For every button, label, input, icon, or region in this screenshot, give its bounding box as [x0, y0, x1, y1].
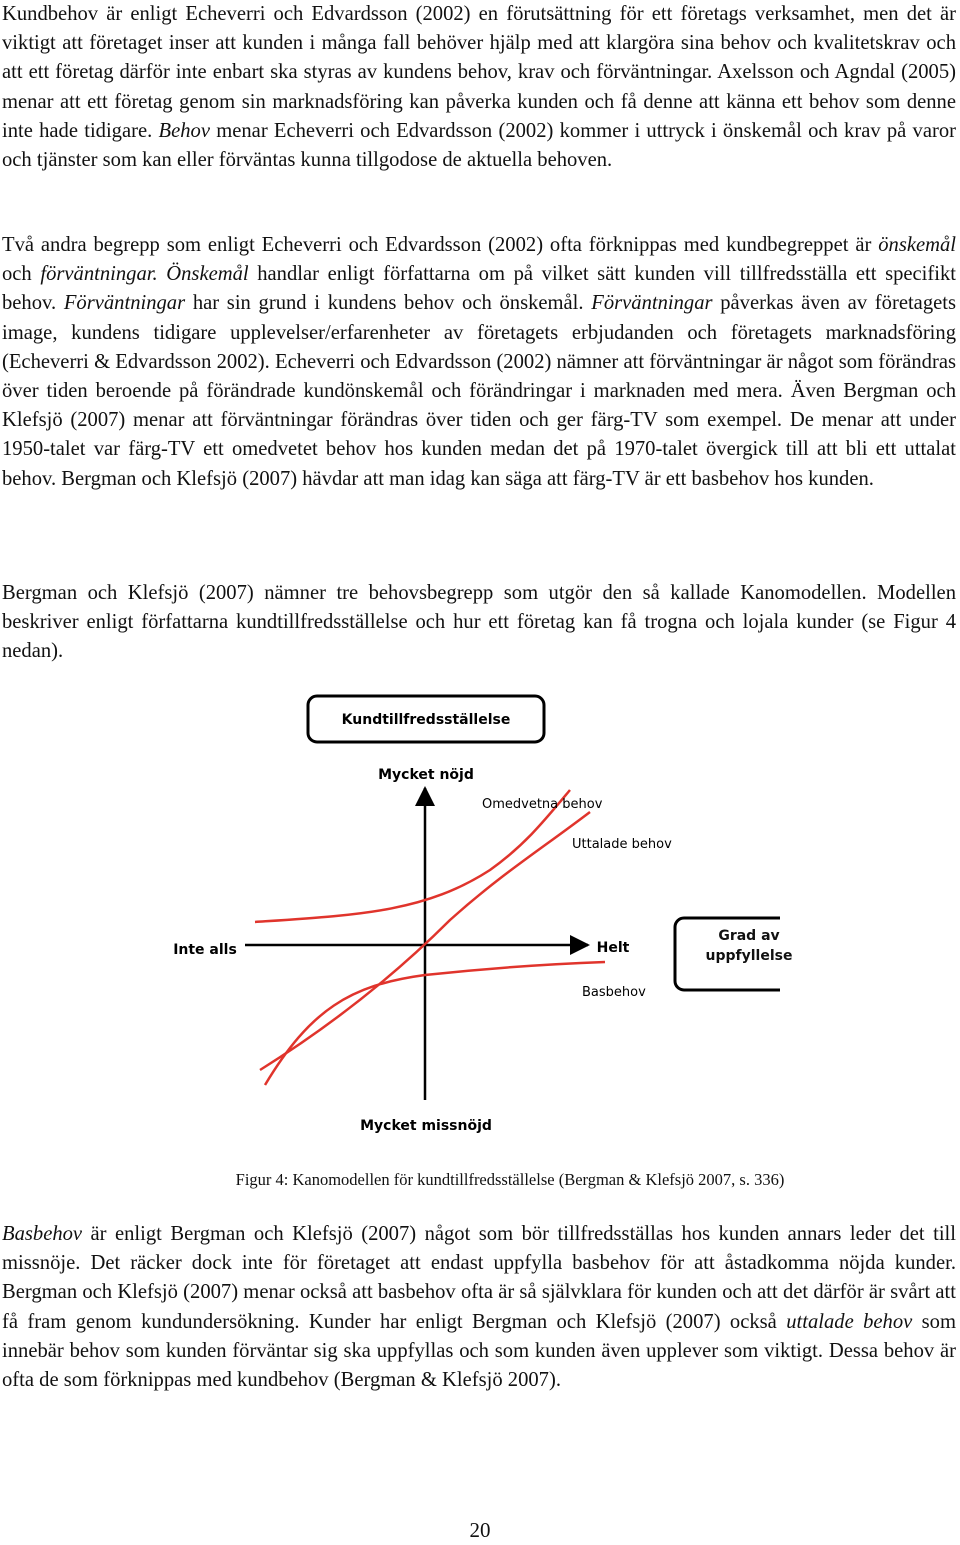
y-axis-bottom-label: Mycket missnöjd	[360, 1118, 492, 1134]
paragraph-2	[2, 231, 956, 494]
paragraph-1	[2, 0, 956, 175]
text-run: som innebär behov som kunden förväntar sig ska uppfyllas och som kunden även upplever som viktigt. Dessa behov är ofta de som förknippas med kundbehov (Bergman & Klefsjö 2007).	[2, 1310, 956, 1392]
degree-box-line-1: Grad av	[718, 928, 780, 944]
italic-term: Behov	[158, 119, 210, 142]
italic-term: önskemål	[878, 234, 956, 256]
text-run: Bergman och Klefsjö (2007) nämner tre behovsbegrepp som utgör den så kallade Kanomodellen. Modellen beskriver enligt författarna kundtillfredsställelse och hur ett företag kan få trogna och lojala kunder (se Figur 4 nedan).	[2, 582, 956, 663]
kano-model-figure	[160, 690, 780, 1140]
italic-term: förväntningar.	[40, 263, 158, 286]
curve-top-label: Omedvetna behov	[482, 797, 603, 812]
curve-mid-label: Uttalade behov	[572, 837, 672, 852]
text-run: är enligt Bergman och Klefsjö (2007) något som bör tillfredsställas hos kunden annars leder det till missnöje. Det räcker dock inte för företaget att endast uppfylla basbehov för att åstadkomma nöjda kunder. Bergman och Klefsjö (2007) menar också att basbehov ofta är så självklara för kunden och att det därför är svårt att få fram genom kundundersökning. Kunder har enligt Bergman och Klefsjö (2007) också	[2, 1223, 956, 1333]
text-run: och	[2, 263, 41, 286]
text-run: handlar enligt författarna om på vilket sätt kunden vill tillfredsställa ett specifikt behov.	[2, 263, 956, 315]
text-run: påverkas även av företagets image, kundens tidigare upplevelser/erfarenheter av företagets erbjudanden och företagets marknadsföring (Echeverri & Edvardsson 2002). Echeverri och Edvardsson (2002) nämner att förväntningar är något som förändras över tiden beroende på förändrade kundönskemål och förändringar i marknaden med mera. Även Bergman och Klefsjö (2007) menar att förväntningar förändras över tiden och ger färg-TV som exempel. De menar att under 1950-talet var färg-TV ett omedvetet behov hos kunden medan det på 1970-talet övergick till att bli ett uttalat behov. Bergman och Klefsjö (2007) hävdar att man idag kan säga att färg-TV är ett basbehov hos kunden.	[2, 292, 956, 490]
curve-bottom-label: Basbehov	[582, 985, 646, 1000]
text-run: har sin grund i kundens behov och önskemål.	[185, 292, 592, 315]
italic-term: Förväntningar	[63, 292, 186, 315]
degree-box-line-2: uppfyllelse	[705, 948, 793, 964]
y-axis-top-label: Mycket nöjd	[378, 767, 474, 783]
degree-box-label	[676, 926, 822, 966]
curve-basbehov	[265, 962, 605, 1085]
x-axis-left-label: Inte alls	[173, 942, 237, 958]
italic-term: uttalade behov	[786, 1310, 913, 1333]
title-box-label: Kundtillfredsställelse	[341, 712, 511, 728]
paragraph-4	[2, 1220, 956, 1395]
text-run: menar Echeverri och Edvardsson (2002) kommer i uttryck i önskemål och krav på varor och tjänster som kan eller förväntas kunna tillgodose de aktuella behoven.	[2, 119, 957, 172]
text-run: Två andra begrepp som enligt Echeverri och Edvardsson (2002) ofta förknippas med kundbegreppet är	[2, 234, 879, 256]
italic-term: Förväntningar	[591, 292, 713, 315]
page-number: 20	[469, 1518, 491, 1542]
italic-term: Basbehov	[2, 1223, 83, 1245]
paragraph-3	[2, 579, 956, 667]
text-run: Kundbehov är enligt Echeverri och Edvardsson (2002) en förutsättning för ett företags verksamhet, men det är viktigt att företaget inser att kunden i många fall behöver hjälp med att klargöra sina behov och kvalitetskrav och att ett företag därför inte enbart ska styras av kundens behov, krav och förväntningar. Axelsson och Agndal (2005) menar att ett företag genom sin marknadsföring kan påverka kunden och få denne att känna ett behov som denne inte hade tidigare.	[2, 3, 956, 142]
italic-term: Önskemål	[166, 263, 249, 286]
text-run	[158, 263, 167, 285]
figure-caption: Figur 4: Kanomodellen för kundtillfredsställelse (Bergman & Klefsjö 2007, s. 336)	[235, 1170, 785, 1189]
x-axis-right-label: Helt	[596, 940, 630, 956]
